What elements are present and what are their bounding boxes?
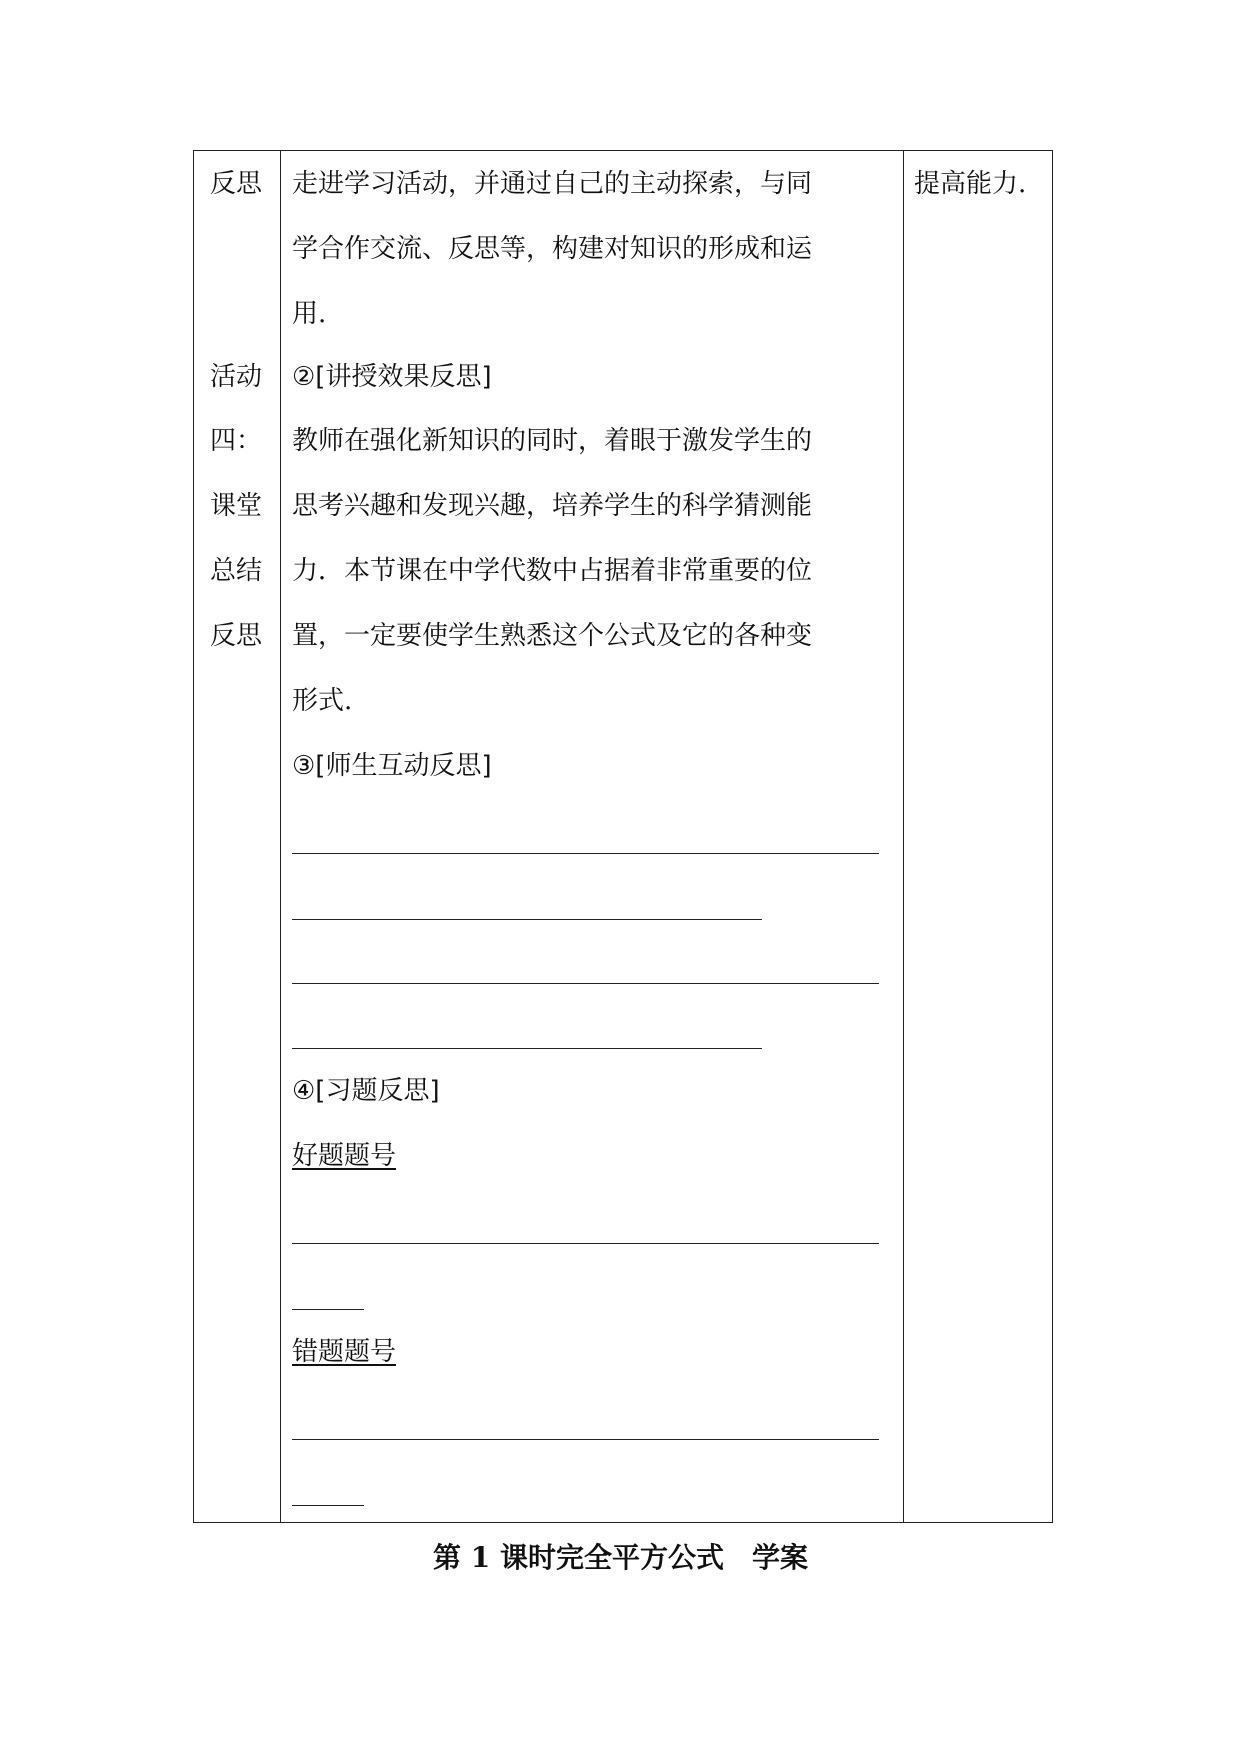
paragraph-line: 置，一定要使学生熟悉这个公式及它的各种变 <box>292 621 813 651</box>
lesson-table <box>193 150 1053 1523</box>
column-divider-right <box>903 151 904 1522</box>
paragraph-line: 力．本节课在中学代数中占据着非常重要的位 <box>292 556 813 586</box>
fill-in-blank-line[interactable] <box>292 853 879 854</box>
title-main: 课时完全平方公式 <box>499 1541 724 1574</box>
good-questions-label: 好题题号 <box>292 1141 397 1171</box>
activity-label-line: 活动 <box>210 362 263 392</box>
fill-in-blank-line[interactable] <box>292 1048 762 1049</box>
paragraph-line: 思考兴趣和发现兴趣，培养学生的科学猜测能 <box>292 491 813 521</box>
section-heading-exercises: ④[习题反思] <box>292 1076 440 1106</box>
paragraph-line: 用. <box>292 299 327 329</box>
fill-in-blank-line[interactable] <box>292 1309 364 1310</box>
activity-label-line: 反思 <box>210 621 263 651</box>
title-suffix: 学案 <box>752 1541 809 1574</box>
activity-label-line: 课堂 <box>210 491 263 521</box>
fill-in-blank-line[interactable] <box>292 1439 879 1440</box>
activity-label-line: 总结 <box>210 556 263 586</box>
fill-in-blank-line[interactable] <box>292 1505 364 1506</box>
paragraph-line: 走进学习活动，并通过自己的主动探索，与同 <box>292 169 813 199</box>
fill-in-blank-line[interactable] <box>292 919 762 920</box>
paragraph-line: 学合作交流、反思等，构建对知识的形成和运 <box>292 234 813 264</box>
fill-in-blank-line[interactable] <box>292 1243 879 1244</box>
goal-text: 提高能力. <box>914 169 1027 199</box>
fill-in-blank-line[interactable] <box>292 983 879 984</box>
title-lesson-number: 1 <box>470 1541 491 1574</box>
page-title <box>0 1540 1241 1576</box>
wrong-questions-label: 错题题号 <box>292 1337 397 1367</box>
title-prefix: 第 <box>432 1541 461 1574</box>
column-divider-left <box>280 151 281 1522</box>
section-heading-teaching-effect: ②[讲授效果反思] <box>292 362 492 392</box>
activity-label-line: 反思 <box>210 169 263 199</box>
paragraph-line: 教师在强化新知识的同时，着眼于激发学生的 <box>292 426 813 456</box>
section-heading-interaction: ③[师生互动反思] <box>292 751 492 781</box>
paragraph-line: 形式. <box>292 686 353 716</box>
activity-label-line: 四： <box>210 426 263 456</box>
